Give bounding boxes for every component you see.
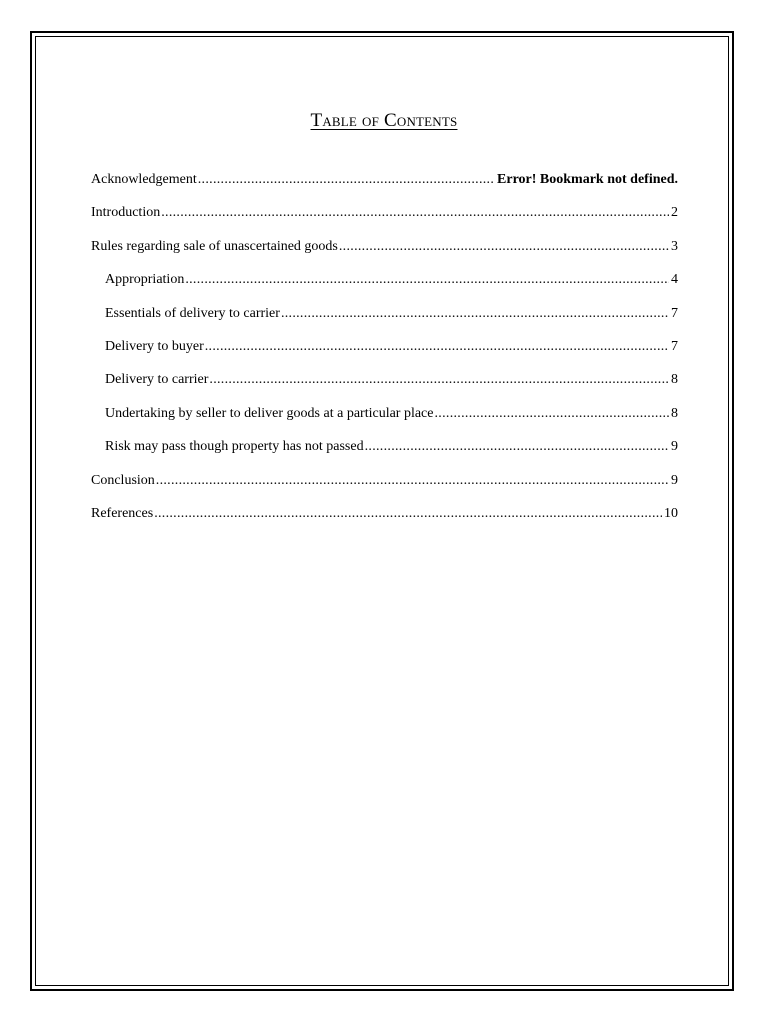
- toc-entry-introduction[interactable]: [91, 205, 678, 238]
- toc-entry-page: 9: [671, 439, 678, 455]
- toc-entry-text: Conclusion: [91, 472, 155, 488]
- toc-entry-page: 7: [671, 305, 678, 321]
- toc-entry-page: 2: [671, 205, 678, 221]
- toc-entry-risk-may-pass[interactable]: [91, 439, 678, 472]
- toc-entry-appropriation[interactable]: [91, 272, 678, 305]
- toc-entry-text: References: [91, 505, 154, 521]
- toc-entry-page: 9: [671, 472, 678, 488]
- toc-entry-text: Undertaking by seller to deliver goods at a particular place: [105, 405, 434, 421]
- toc-dot-leader: [209, 372, 669, 388]
- toc-entry-page: 8: [671, 405, 678, 421]
- toc-entry-text: Essentials of delivery to carrier: [105, 305, 280, 321]
- toc-entry-references[interactable]: [91, 506, 678, 539]
- toc-title: Table of Contents: [310, 110, 458, 131]
- toc-entry-delivery-buyer[interactable]: [91, 339, 678, 372]
- toc-entry-page: 8: [671, 372, 678, 388]
- toc-dot-leader: [161, 205, 669, 221]
- toc-entry-page: 7: [671, 338, 678, 354]
- toc-dot-leader: [339, 239, 669, 255]
- toc-entry-rules-unascertained-goods[interactable]: [91, 239, 678, 272]
- toc-dot-leader: [435, 406, 670, 422]
- toc-entry-text: Introduction: [91, 205, 161, 221]
- toc-entry-page: 3: [671, 238, 678, 254]
- toc-entry-text: Risk may pass though property has not passed: [105, 439, 364, 455]
- toc-entry-page: 4: [671, 272, 678, 288]
- toc-dot-leader: [154, 506, 662, 522]
- toc-entry-essentials-delivery-carrier[interactable]: [91, 306, 678, 339]
- toc-entry-page-error: Error! Bookmark not defined.: [497, 172, 678, 187]
- toc-entry-text: Rules regarding sale of unascertained goods: [91, 238, 338, 254]
- toc-entry-undertaking-seller[interactable]: [91, 406, 678, 439]
- toc-entry-text: Delivery to buyer: [105, 338, 204, 354]
- toc-dot-leader: [156, 473, 669, 489]
- toc-entry-delivery-carrier[interactable]: [91, 372, 678, 405]
- toc-dot-leader: [281, 306, 669, 322]
- toc-entry-acknowledgement[interactable]: [91, 172, 678, 205]
- toc-entry-text: Acknowledgement: [91, 172, 197, 187]
- toc-dot-leader: [185, 272, 669, 288]
- toc-entry-conclusion[interactable]: [91, 473, 678, 506]
- toc-list: [91, 172, 678, 539]
- toc-dot-leader: [365, 439, 669, 455]
- toc-dot-leader: [198, 172, 495, 188]
- toc-entry-page: 10: [664, 505, 678, 521]
- toc-dot-leader: [205, 339, 669, 355]
- toc-entry-text: Delivery to carrier: [105, 372, 209, 388]
- toc-entry-text: Appropriation: [105, 272, 185, 288]
